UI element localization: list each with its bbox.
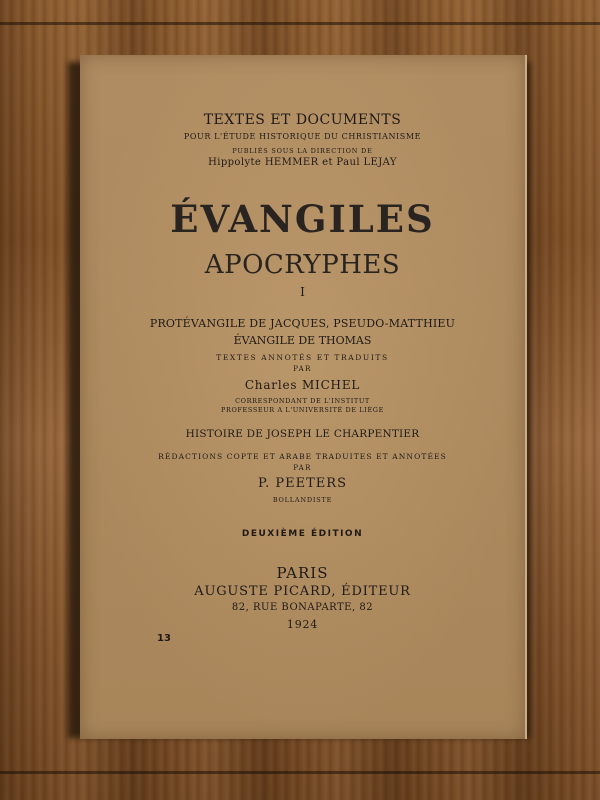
contents-line-3: HISTOIRE DE JOSEPH LE CHARPENTIER — [185, 428, 420, 440]
book-title: ÉVANGILES — [170, 197, 435, 241]
author-1: Charles MICHEL — [244, 378, 361, 392]
book-subtitle: APOCRYPHES — [204, 250, 401, 280]
author-2: P. PEETERS — [258, 476, 347, 491]
translation-note-2: RÉDACTIONS COPTE ET ARABE TRADUITES ET ANNOTÉES — [158, 452, 447, 461]
edition-label: DEUXIÈME ÉDITION — [241, 529, 364, 539]
publisher-city: PARIS — [276, 564, 329, 582]
corner-number: 13 — [157, 633, 171, 644]
series-title: TEXTES ET DOCUMENTS — [203, 112, 402, 128]
author-1-credit-2: PROFESSEUR A L'UNIVERSITÉ DE LIÈGE — [221, 406, 384, 414]
by-label-1: PAR — [293, 365, 312, 373]
wood-plank-seam — [0, 22, 600, 25]
contents-line-1: PROTÉVANGILE DE JACQUES, PSEUDO-MATTHIEU — [149, 317, 456, 330]
publication-year: 1924 — [286, 618, 319, 631]
author-1-credit-1: CORRESPONDANT DE L'INSTITUT — [235, 397, 370, 405]
series-direction: PUBLIÉS SOUS LA DIRECTION DE — [232, 147, 373, 155]
by-label-2: PAR — [293, 464, 312, 472]
volume-number: I — [300, 285, 305, 299]
publisher-address: 82, RUE BONAPARTE, 82 — [231, 602, 374, 613]
publisher-name: AUGUSTE PICARD, ÉDITEUR — [194, 584, 411, 599]
book-cover — [80, 55, 527, 739]
series-editors: Hippolyte HEMMER et Paul LEJAY — [208, 157, 397, 168]
series-subtitle: POUR L'ÉTUDE HISTORIQUE DU CHRISTIANISME — [183, 132, 422, 141]
wood-plank-seam — [0, 771, 600, 774]
author-2-credit: BOLLANDISTE — [272, 496, 333, 504]
contents-line-2: ÉVANGILE DE THOMAS — [233, 334, 372, 347]
translation-note-1: TEXTES ANNOTÉS ET TRADUITS — [216, 353, 389, 362]
